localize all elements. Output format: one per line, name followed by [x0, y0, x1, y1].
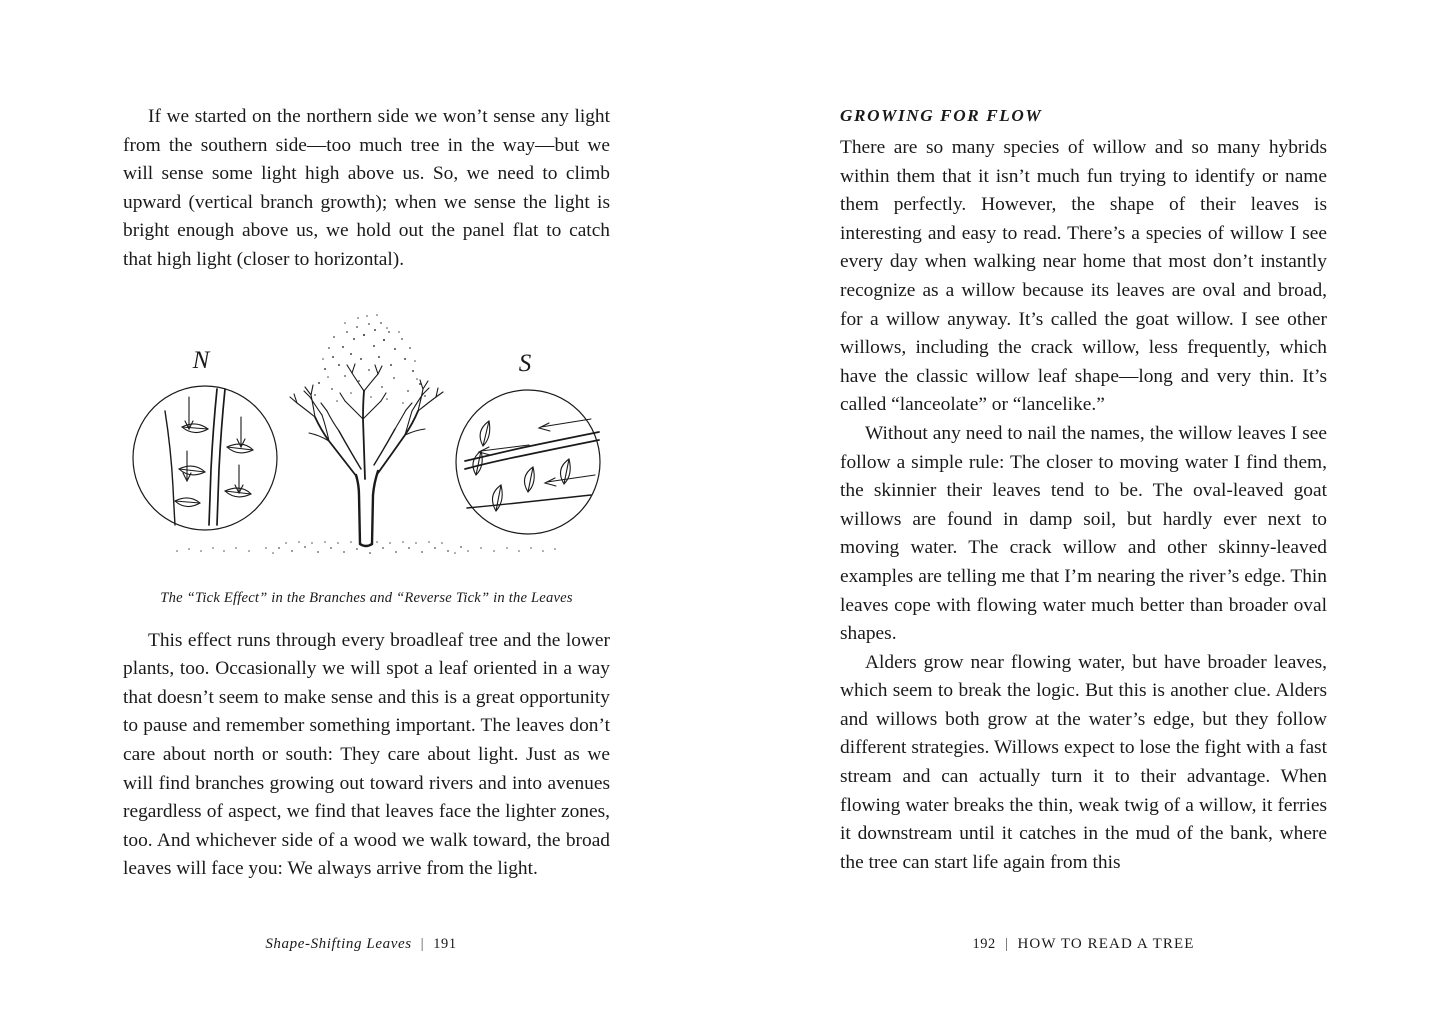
right-page [722, 0, 1445, 1015]
paragraph: Alders grow near flowing water, but have broader leaves, which seem to break the logic. But this is another clue. Alders and willows both grow at the water’s edge, but they follow different strategies. Willows expect to lose the fight with a fast stream and can actually turn it to their advantage. When flowing water breaks the thin, weak twig of a willow, it ferries it downstream until it catches in the mud of the bank, where the tree can start life again from this [840, 651, 1327, 873]
tick-effect-figure [123, 299, 610, 607]
folio-chapter-title: Shape-Shifting Leaves [265, 936, 412, 952]
folio-book-title: HOW TO READ A TREE [1017, 936, 1195, 952]
figure-caption: The “Tick Effect” in the Branches and “Reverse Tick” in the Leaves [160, 589, 573, 606]
compass-label-south: S [518, 349, 532, 377]
paragraph: If we started on the northern side we won’t sense any light from the southern side—too much tree in the way—but we will sense some light high above us. So, we need to climb upward (vertical branch growth); when we sense the light is bright enough above us, we hold out the panel flat to catch that high light (closer to horizontal). [123, 106, 610, 270]
compass-label-north: N [192, 346, 210, 374]
paragraph: There are so many species of willow and so many hybrids within them that it isn’t much fun trying to identify or name them perfectly. However, the shape of their leaves is interesting and easy to read. There’s a species of willow I see every day when walking near home that most don’t instantly recognize as a willow because its leaves are oval and broad, for a willow anyway. It’s called the goat willow. I see other willows, including the crack willow, less frequently, which have the classic willow leaf shape—long and very thin. It’s called “lanceolate” or “lancelike.” [840, 137, 1327, 416]
folio-page-number: 192 [972, 936, 996, 952]
folio-right [722, 936, 1445, 953]
section-heading: GROWING FOR FLOW [840, 106, 1043, 125]
left-page [0, 0, 722, 1015]
tree-diagram-illustration [129, 299, 604, 584]
folio-page-number: 191 [433, 936, 457, 952]
paragraph: This effect runs through every broadleaf tree and the lower plants, too. Occasionally we will spot a leaf oriented in a way that doesn’t seem to make sense and this is a great opportunity to pause and remember something important. The leaves don’t care about north or south: They care about light. Just as we will find branches growing out toward rivers and into avenues regardless of aspect, we find that leaves face the lighter zones, too. And whichever side of a wood we walk toward, the broad leaves will face you: We always arrive from the light. [123, 629, 610, 880]
folio-separator: | [420, 936, 425, 952]
folio-separator: | [1004, 936, 1009, 952]
folio-left [0, 936, 722, 953]
paragraph: Without any need to nail the names, the willow leaves I see follow a simple rule: The closer to moving water I find them, the skinnier their leaves tend to be. The oval-leaved goat willows are found in damp soil, but hardly ever next to moving water. The crack willow and other skinny-leaved examples are telling me that I’m nearing the river’s edge. Thin leaves cope with flowing water much better than broader oval shapes. [840, 422, 1327, 645]
